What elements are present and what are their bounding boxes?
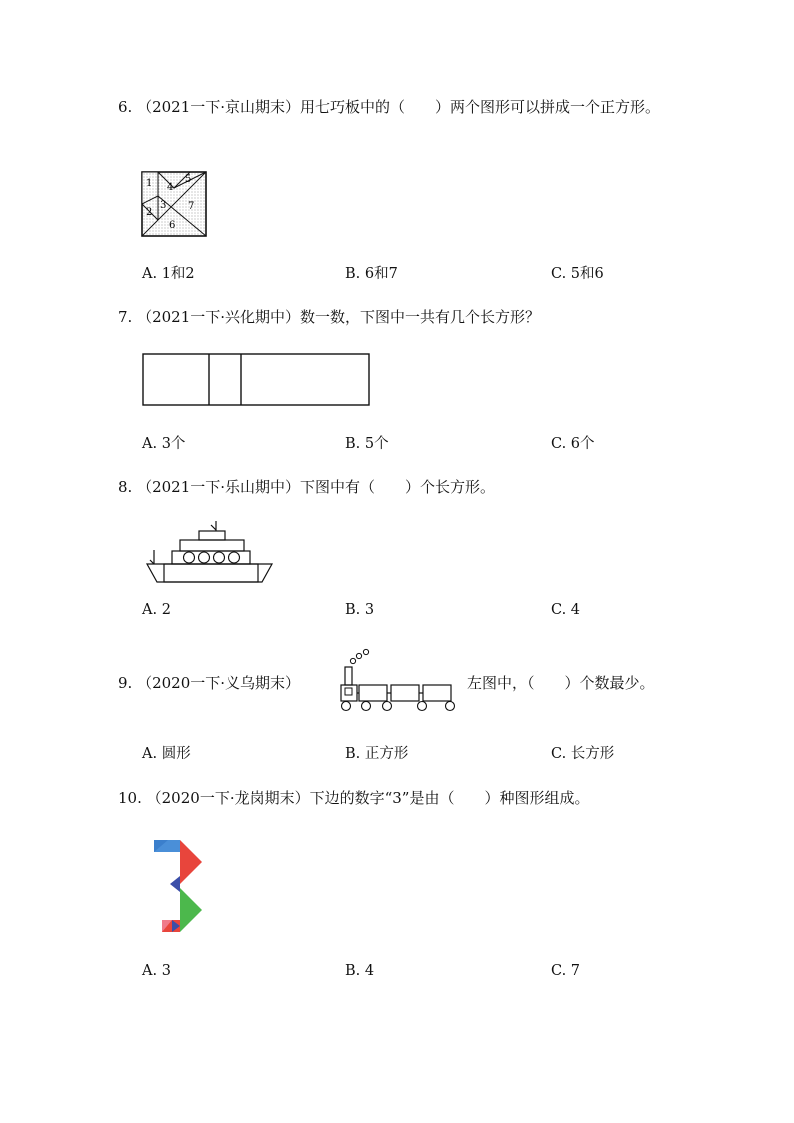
tangram-figure [140, 170, 208, 238]
question-8 [118, 472, 678, 502]
q6-option-c[interactable]: C. 5和6 [551, 266, 604, 282]
question-10-text: （2020一下·龙岗期末）下边的数字“3”是由（ ）种图形组成。 [146, 789, 590, 807]
question-8-number: 8. [118, 478, 133, 496]
tangram-label-1: 1 [146, 178, 153, 189]
tangram-label-3: 3 [160, 200, 167, 211]
tangram-three-figure [150, 836, 206, 936]
q7-option-b[interactable]: B. 5个 [345, 436, 389, 452]
question-6 [118, 92, 678, 122]
train-figure [333, 648, 457, 714]
q10-option-b[interactable]: B. 4 [345, 963, 375, 979]
rectangles-figure [141, 352, 373, 408]
question-7 [118, 302, 678, 332]
q6-option-a[interactable]: A. 1和2 [142, 266, 195, 282]
q10-option-a[interactable]: A. 3 [142, 963, 171, 979]
tangram-label-6: 6 [169, 220, 176, 231]
tangram-label-4: 4 [167, 182, 174, 193]
q9-option-b[interactable]: B. 正方形 [345, 746, 409, 762]
question-9-number: 9. [118, 674, 133, 692]
q9-option-c[interactable]: C. 长方形 [551, 746, 615, 762]
question-7-text: （2021一下·兴化期中）数一数，下图中一共有几个长方形？ [137, 308, 541, 326]
question-6-text: （2021一下·京山期末）用七巧板中的（ ）两个图形可以拼成一个正方形。 [137, 98, 661, 116]
question-9-text-after: 左图中，（ ）个数最少。 [467, 674, 655, 692]
question-7-number: 7. [118, 308, 133, 326]
ship-figure [144, 518, 276, 586]
question-8-text: （2021一下·乐山期中）下图中有（ ）个长方形。 [137, 478, 496, 496]
question-9-text-before: （2020一下·义乌期末） [137, 674, 301, 692]
question-6-number: 6. [118, 98, 133, 116]
q9-option-a[interactable]: A. 圆形 [142, 746, 191, 762]
tangram-label-7: 7 [188, 201, 195, 212]
tangram-label-5: 5 [185, 174, 192, 185]
q6-option-b[interactable]: B. 6和7 [345, 266, 398, 282]
q8-option-b[interactable]: B. 3 [345, 602, 375, 618]
q7-option-c[interactable]: C. 6个 [551, 436, 595, 452]
q10-option-c[interactable]: C. 7 [551, 963, 581, 979]
question-10-number: 10. [118, 789, 142, 807]
q7-option-a[interactable]: A. 3个 [142, 436, 186, 452]
tangram-label-2: 2 [146, 207, 153, 218]
question-10 [118, 783, 678, 813]
q8-option-c[interactable]: C. 4 [551, 602, 581, 618]
q8-option-a[interactable]: A. 2 [142, 602, 171, 618]
